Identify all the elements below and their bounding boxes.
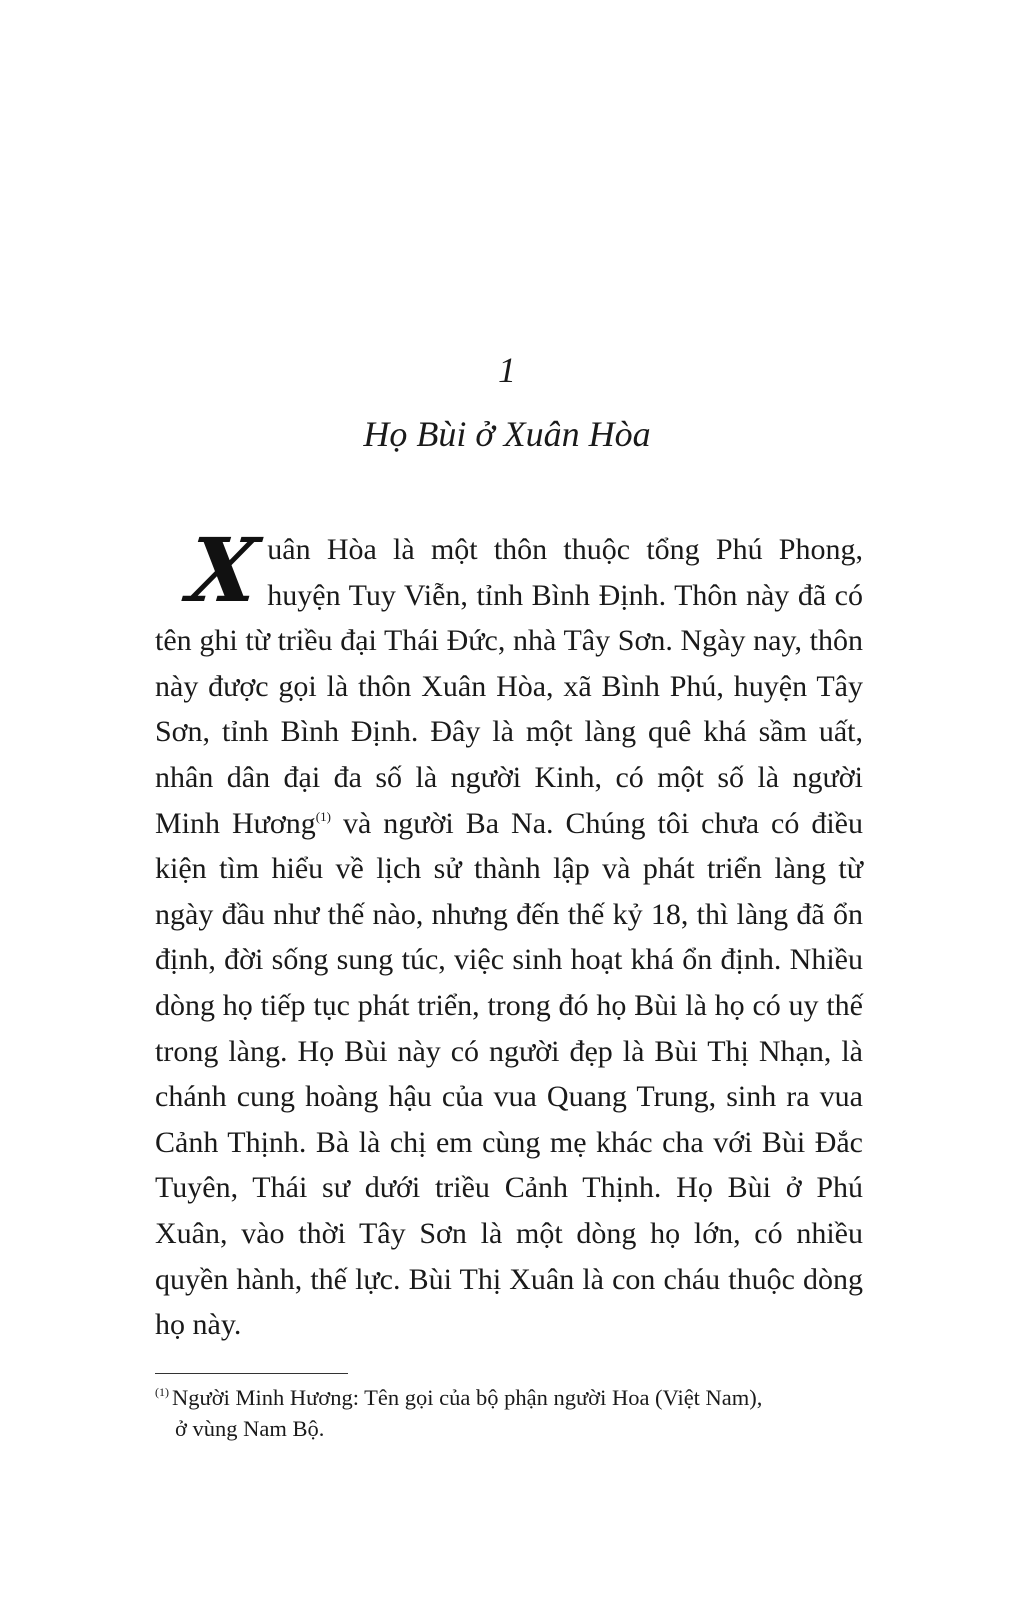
body-text-part-1: uân Hòa là một thôn thuộc tổng Phú Phong, huyện Tuy Viễn, tỉnh Bình Định. Thôn này đã có tên ghi từ triều đại Thái Đức, nhà Tây Sơn. Ngày nay, thôn này được gọi là thôn Xuân Hòa, xã Bình Phú, huyện Tây Sơn, tỉnh Bình Định. Đây là một làng quê khá sầm uất, nhân dân đại đa số là người Kinh, có một số là người Minh Hương bbox=[155, 533, 863, 840]
chapter-title: Họ Bùi ở Xuân Hòa bbox=[363, 414, 651, 454]
footnote-text-1: Người Minh Hương: Tên gọi của bộ phận người Hoa (Việt Nam), bbox=[172, 1385, 763, 1410]
body-text-part-2: và người Ba Na. Chúng tôi chưa có điều kiện tìm hiểu về lịch sử thành lập và phát triển làng từ ngày đầu như thế nào, nhưng đến thế kỷ 18, thì làng đã ổn định, đời sống sung túc, việc sinh hoạt khá ổn định. Nhiều dòng họ tiếp tục phát triển, trong đó họ Bùi là họ có uy thế trong làng. Họ Bùi này có người đẹp là Bùi Thị Nhạn, là chánh cung hoàng hậu của vua Quang Trung, sinh ra vua Cảnh Thịnh. Bà là chị em cùng mẹ khác cha với Bùi Đắc Tuyên, Thái sư dưới triều Cảnh Thịnh. Họ Bùi ở Phú Xuân, vào thời Tây Sơn là một dòng họ lớn, có nhiều quyền hành, thế lực. Bùi Thị Xuân là con cháu thuộc dòng họ này. bbox=[155, 806, 863, 1342]
footnote-mark: (1) bbox=[155, 1385, 169, 1399]
drop-cap: X bbox=[183, 518, 263, 622]
footnote-text-2: ở vùng Nam Bộ. bbox=[175, 1416, 325, 1441]
footnote-line-1 bbox=[155, 1382, 867, 1413]
chapter-number: 1 bbox=[498, 350, 516, 390]
footnote bbox=[155, 1382, 867, 1444]
body-paragraph bbox=[155, 518, 863, 1348]
footnote-line-2 bbox=[155, 1413, 867, 1444]
footnote-divider bbox=[155, 1373, 348, 1374]
footnote-reference: (1) bbox=[315, 808, 331, 824]
